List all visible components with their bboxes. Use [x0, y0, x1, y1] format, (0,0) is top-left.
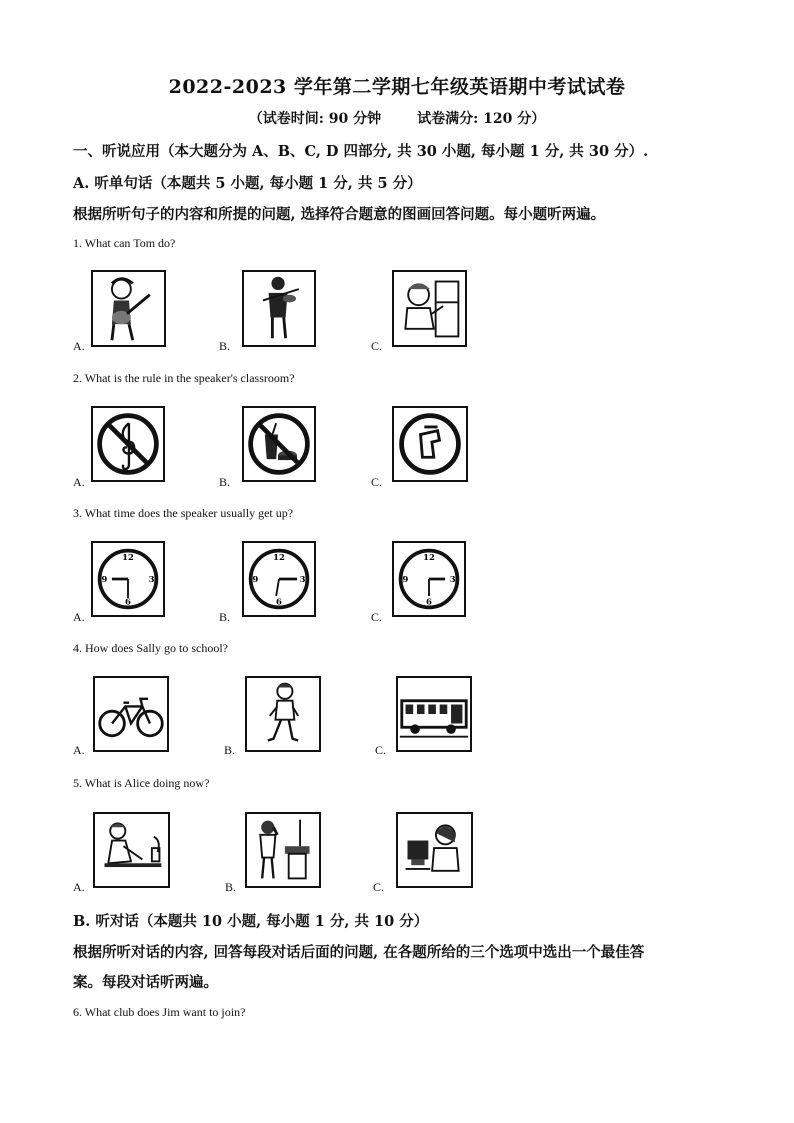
cleaning-girl-icon — [93, 812, 170, 888]
svg-text:3: 3 — [449, 574, 456, 585]
partB-heading: B. 听对话（本题共 10 小题, 每小题 1 分, 共 10 分） — [73, 913, 429, 930]
q1-option-b: B. — [219, 339, 231, 353]
q1-option-c: C. — [371, 339, 383, 353]
partB-instruction-line1: 根据所听对话的内容, 回答每段对话后面的问题, 在各题所给的三个选项中选出一个最佳答 — [73, 944, 645, 961]
question-2: 2. What is the rule in the speaker's classroom? — [73, 371, 295, 385]
svg-text:12: 12 — [423, 553, 435, 564]
svg-text:6: 6 — [276, 597, 282, 608]
q4-option-b: B. — [224, 743, 236, 757]
no-food-drink-icon — [242, 406, 316, 482]
q2-option-a: A. — [73, 475, 85, 489]
svg-text:3: 3 — [299, 574, 306, 585]
q3-option-b: B. — [219, 610, 231, 624]
computer-girl-icon — [396, 812, 473, 888]
piano-boy-icon — [392, 270, 467, 347]
exam-score: 试卷满分: 120 分） — [417, 111, 546, 127]
partA-heading: A. 听单句话（本题共 5 小题, 每小题 1 分, 共 5 分） — [73, 175, 422, 192]
no-talking-icon — [392, 406, 468, 482]
svg-text:3: 3 — [148, 574, 155, 585]
svg-text:6: 6 — [125, 597, 131, 608]
bicycle-icon — [93, 676, 169, 752]
q3-option-a: A. — [73, 610, 85, 624]
clock-6-icon — [392, 541, 466, 617]
question-4: 4. How does Sally go to school? — [73, 641, 228, 655]
svg-text:12: 12 — [122, 553, 134, 564]
svg-text:12: 12 — [273, 553, 285, 564]
walking-girl-icon — [245, 676, 321, 752]
question-1: 1. What can Tom do? — [73, 236, 176, 250]
partA-instruction: 根据所听句子的内容和所提的问题, 选择符合题意的图画回答问题。每小题听两遍。 — [73, 206, 606, 223]
q4-option-c: C. — [375, 743, 387, 757]
clock-6-45-icon — [242, 541, 316, 617]
bus-icon — [396, 676, 472, 752]
phone-girl-icon — [245, 812, 321, 888]
guitar-boy-icon — [91, 270, 166, 347]
q5-option-c: C. — [373, 880, 385, 894]
question-5: 5. What is Alice doing now? — [73, 776, 210, 790]
q1-option-a: A. — [73, 339, 85, 353]
exam-title: 2022-2023 学年第二学期七年级英语期中考试试卷 — [168, 76, 626, 98]
no-music-icon — [91, 406, 165, 482]
exam-subtitle — [0, 108, 794, 128]
q5-option-b: B. — [225, 880, 237, 894]
svg-text:9: 9 — [402, 574, 409, 585]
violin-player-icon — [242, 270, 316, 347]
section1-heading: 一、听说应用（本大题分为 A、B、C, D 四部分, 共 30 小题, 每小题 1 分, 共 30 分）. — [73, 143, 649, 160]
q3-option-c: C. — [371, 610, 383, 624]
q2-option-c: C. — [371, 475, 383, 489]
q4-option-a: A. — [73, 743, 85, 757]
exam-time: （试卷时间: 90 分钟 — [248, 111, 382, 127]
question-3: 3. What time does the speaker usually get up? — [73, 506, 294, 520]
svg-text:9: 9 — [252, 574, 259, 585]
svg-text:9: 9 — [101, 574, 108, 585]
q2-option-b: B. — [219, 475, 231, 489]
svg-text:6: 6 — [426, 597, 432, 608]
q5-option-a: A. — [73, 880, 85, 894]
clock-9-30-icon — [91, 541, 165, 617]
question-6: 6. What club does Jim want to join? — [73, 1005, 246, 1019]
partB-instruction-line2: 案。每段对话听两遍。 — [73, 974, 218, 991]
